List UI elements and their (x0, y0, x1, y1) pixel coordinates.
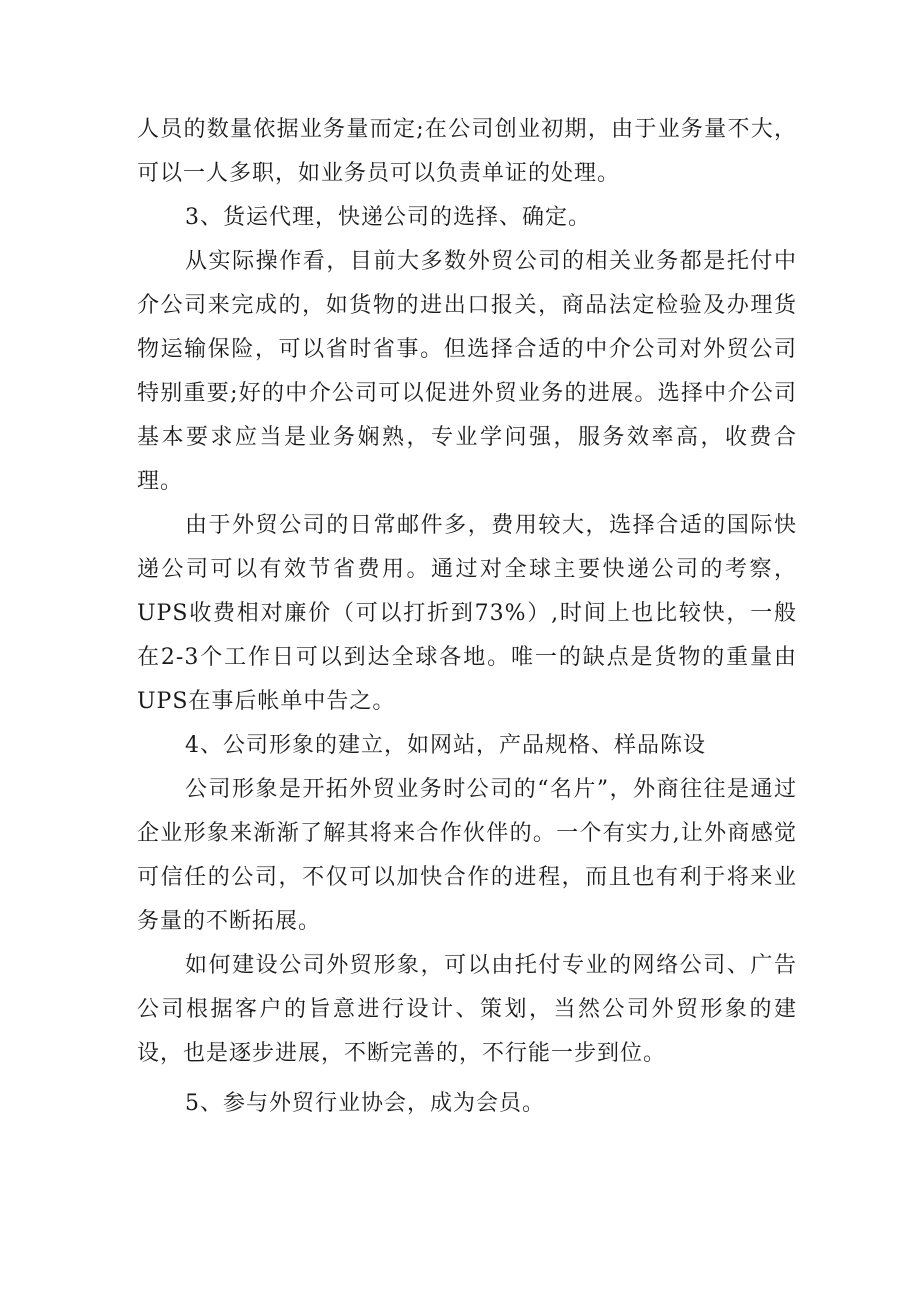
paragraph-company-image: 公司形象是开拓外贸业务时公司的“名片”，外商往往是通过企业形象来渐渐了解其将来合作伙伴的。一个有实力,让外商感觉可信任的公司，不仅可以加快合作的进程，而且也有利于将来业务量的不断拓展。 (137, 777, 797, 934)
paragraph-image-building: 如何建设公司外贸形象，可以由托付专业的网络公司、广告公司根据客户的旨意进行设计、策划，当然公司外贸形象的建设，也是逐步进展，不断完善的，不行能一步到位。 (137, 953, 797, 1066)
paragraph-agency-selection: 从实际操作看，目前大多数外贸公司的相关业务都是托付中介公司来完成的，如货物的进出口报关，商品法定检验及办理货物运输保险，可以省时省事。但选择合适的中介公司对外贸公司特别重要;好的中介公司可以促进外贸业务的进展。选择中介公司基本要求应当是业务娴熟，专业学问强，服务效率高，收费合理。 (137, 249, 797, 494)
paragraph-continuation: 人员的数量依据业务量而定;在公司创业初期，由于业务量不大，可以一人多职，如业务员可以负责单证的处理。 (137, 117, 797, 186)
section-heading-3: 3、货运代理，快递公司的选择、确定。 (185, 205, 591, 230)
document-body (137, 108, 797, 1126)
section-heading-4: 4、公司形象的建立，如网站，产品规格、样品陈设 (185, 733, 706, 758)
paragraph-express-ups: 由于外贸公司的日常邮件多，费用较大，选择合适的国际快递公司可以有效节省费用。通过对全球主要快递公司的考察，UPS收费相对廉价（可以打折到73%）,时间上也比较快，一般在2-3个工作日可以到达全球各地。唯一的缺点是货物的重量由UPS在事后帐单中告之。 (137, 513, 797, 714)
section-heading-5: 5、参与外贸行业协会，成为会员。 (185, 1091, 545, 1116)
